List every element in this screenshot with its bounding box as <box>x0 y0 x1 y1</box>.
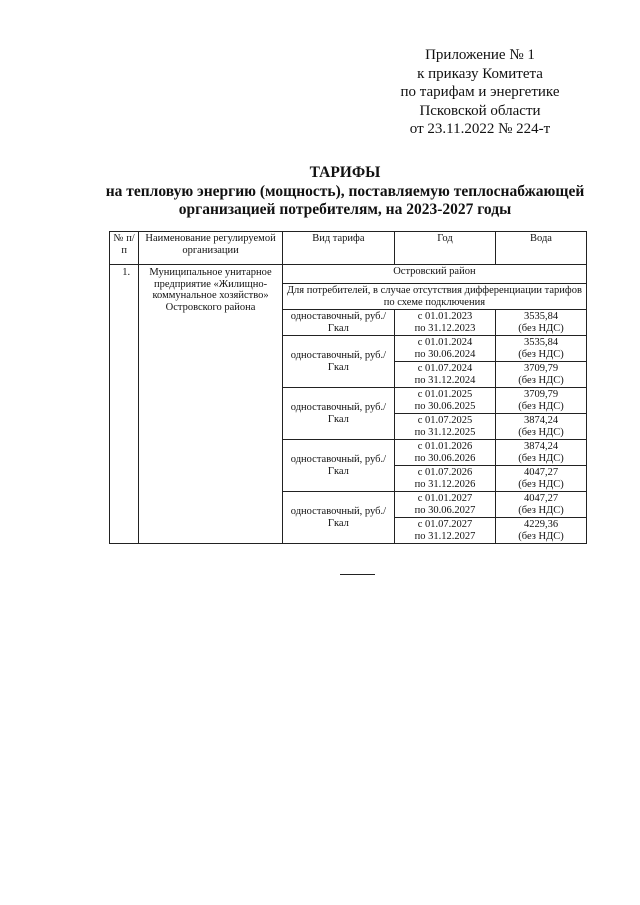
period-to: по 30.06.2024 <box>414 348 476 360</box>
tariff-type <box>282 310 394 336</box>
period-to: по 30.06.2026 <box>414 452 476 464</box>
vat-note: (без НДС) <box>518 374 564 386</box>
appendix-header <box>380 46 580 139</box>
vat-note: (без НДС) <box>518 504 564 516</box>
appendix-line: по тарифам и энергетике <box>400 84 560 100</box>
tariff-type-text: одноставочный, руб./Гкал <box>290 311 387 334</box>
water-value: 3874,24 <box>523 441 559 452</box>
tariff-type-text: одноставочный, руб./Гкал <box>290 454 387 477</box>
period-from: с 01.01.2024 <box>417 337 473 348</box>
period-cell <box>394 310 495 336</box>
vat-note: (без НДС) <box>518 452 564 464</box>
period-to: по 31.12.2024 <box>414 374 476 386</box>
period-from: с 01.01.2025 <box>417 389 473 400</box>
water-value-cell <box>496 362 587 388</box>
row-number: 1. <box>110 265 139 544</box>
period-cell <box>394 388 495 414</box>
district-name: Островский район <box>282 265 586 284</box>
document-title <box>95 164 595 220</box>
water-value-cell <box>496 388 587 414</box>
consumer-note: Для потребителей, в случае отсутствия дифференциации тарифов по схеме подключения <box>282 284 586 310</box>
vat-note: (без НДС) <box>518 426 564 438</box>
title-line: на тепловую энергию (мощность), поставляемую теплоснабжающей <box>105 182 585 200</box>
appendix-line: к приказу Комитета <box>417 65 543 82</box>
vat-note: (без НДС) <box>518 348 564 360</box>
period-cell <box>394 414 495 440</box>
water-value-cell <box>496 440 587 466</box>
tariff-type-text: одноставочный, руб./Гкал <box>290 506 387 529</box>
end-divider <box>340 574 375 575</box>
period-to: по 31.12.2025 <box>414 426 476 438</box>
water-value: 4229,36 <box>523 519 559 530</box>
period-to: по 30.06.2027 <box>414 504 476 516</box>
tariff-type <box>282 336 394 388</box>
table-header-row <box>110 232 587 265</box>
water-value: 3535,84 <box>523 311 559 322</box>
header-water: Вода <box>496 232 587 265</box>
water-value: 3709,79 <box>523 389 559 400</box>
water-value-cell <box>496 492 587 518</box>
tariff-type <box>282 492 394 544</box>
period-to: по 31.12.2023 <box>414 322 476 334</box>
period-cell <box>394 336 495 362</box>
period-from: с 01.01.2023 <box>417 311 473 322</box>
vat-note: (без НДС) <box>518 530 564 542</box>
water-value-cell <box>496 414 587 440</box>
water-value: 3874,24 <box>523 415 559 426</box>
period-cell <box>394 362 495 388</box>
period-from: с 01.07.2025 <box>417 415 473 426</box>
appendix-line: Приложение № 1 <box>425 47 535 63</box>
period-from: с 01.01.2026 <box>417 441 473 452</box>
tariff-type <box>282 388 394 440</box>
title-line: организацией потребителям, на 2023-2027 годы <box>178 201 512 218</box>
water-value: 3709,79 <box>523 363 559 374</box>
period-from: с 01.07.2027 <box>417 519 473 530</box>
water-value-cell <box>496 336 587 362</box>
header-org: Наименование регулируемой организации <box>139 232 283 265</box>
water-value: 4047,27 <box>523 493 559 504</box>
period-cell <box>394 492 495 518</box>
appendix-line: от 23.11.2022 № 224-т <box>409 121 551 137</box>
period-to: по 30.06.2025 <box>414 400 476 412</box>
period-to: по 31.12.2027 <box>414 530 476 542</box>
header-type: Вид тарифа <box>282 232 394 265</box>
appendix-line: Псковской области <box>419 102 541 119</box>
water-value: 4047,27 <box>523 467 559 478</box>
header-num: № п/п <box>110 232 139 265</box>
water-value-cell <box>496 518 587 544</box>
period-cell <box>394 518 495 544</box>
water-value: 3535,84 <box>523 337 559 348</box>
tariff-type-text: одноставочный, руб./Гкал <box>290 402 387 425</box>
title-line: ТАРИФЫ <box>309 164 381 181</box>
water-value-cell <box>496 466 587 492</box>
period-from: с 01.01.2027 <box>417 493 473 504</box>
period-to: по 31.12.2026 <box>414 478 476 490</box>
table-row <box>110 265 587 284</box>
vat-note: (без НДС) <box>518 322 564 334</box>
water-value-cell <box>496 310 587 336</box>
period-from: с 01.07.2026 <box>417 467 473 478</box>
organization-name: Муниципальное унитарное предприятие «Жилищно-коммунальное хозяйство» Островского района <box>139 265 283 544</box>
tariff-type-text: одноставочный, руб./Гкал <box>290 350 387 373</box>
vat-note: (без НДС) <box>518 478 564 490</box>
vat-note: (без НДС) <box>518 400 564 412</box>
tariffs-table <box>109 231 587 544</box>
period-cell <box>394 440 495 466</box>
period-from: с 01.07.2024 <box>417 363 473 374</box>
period-cell <box>394 466 495 492</box>
header-year: Год <box>394 232 495 265</box>
tariff-type <box>282 440 394 492</box>
